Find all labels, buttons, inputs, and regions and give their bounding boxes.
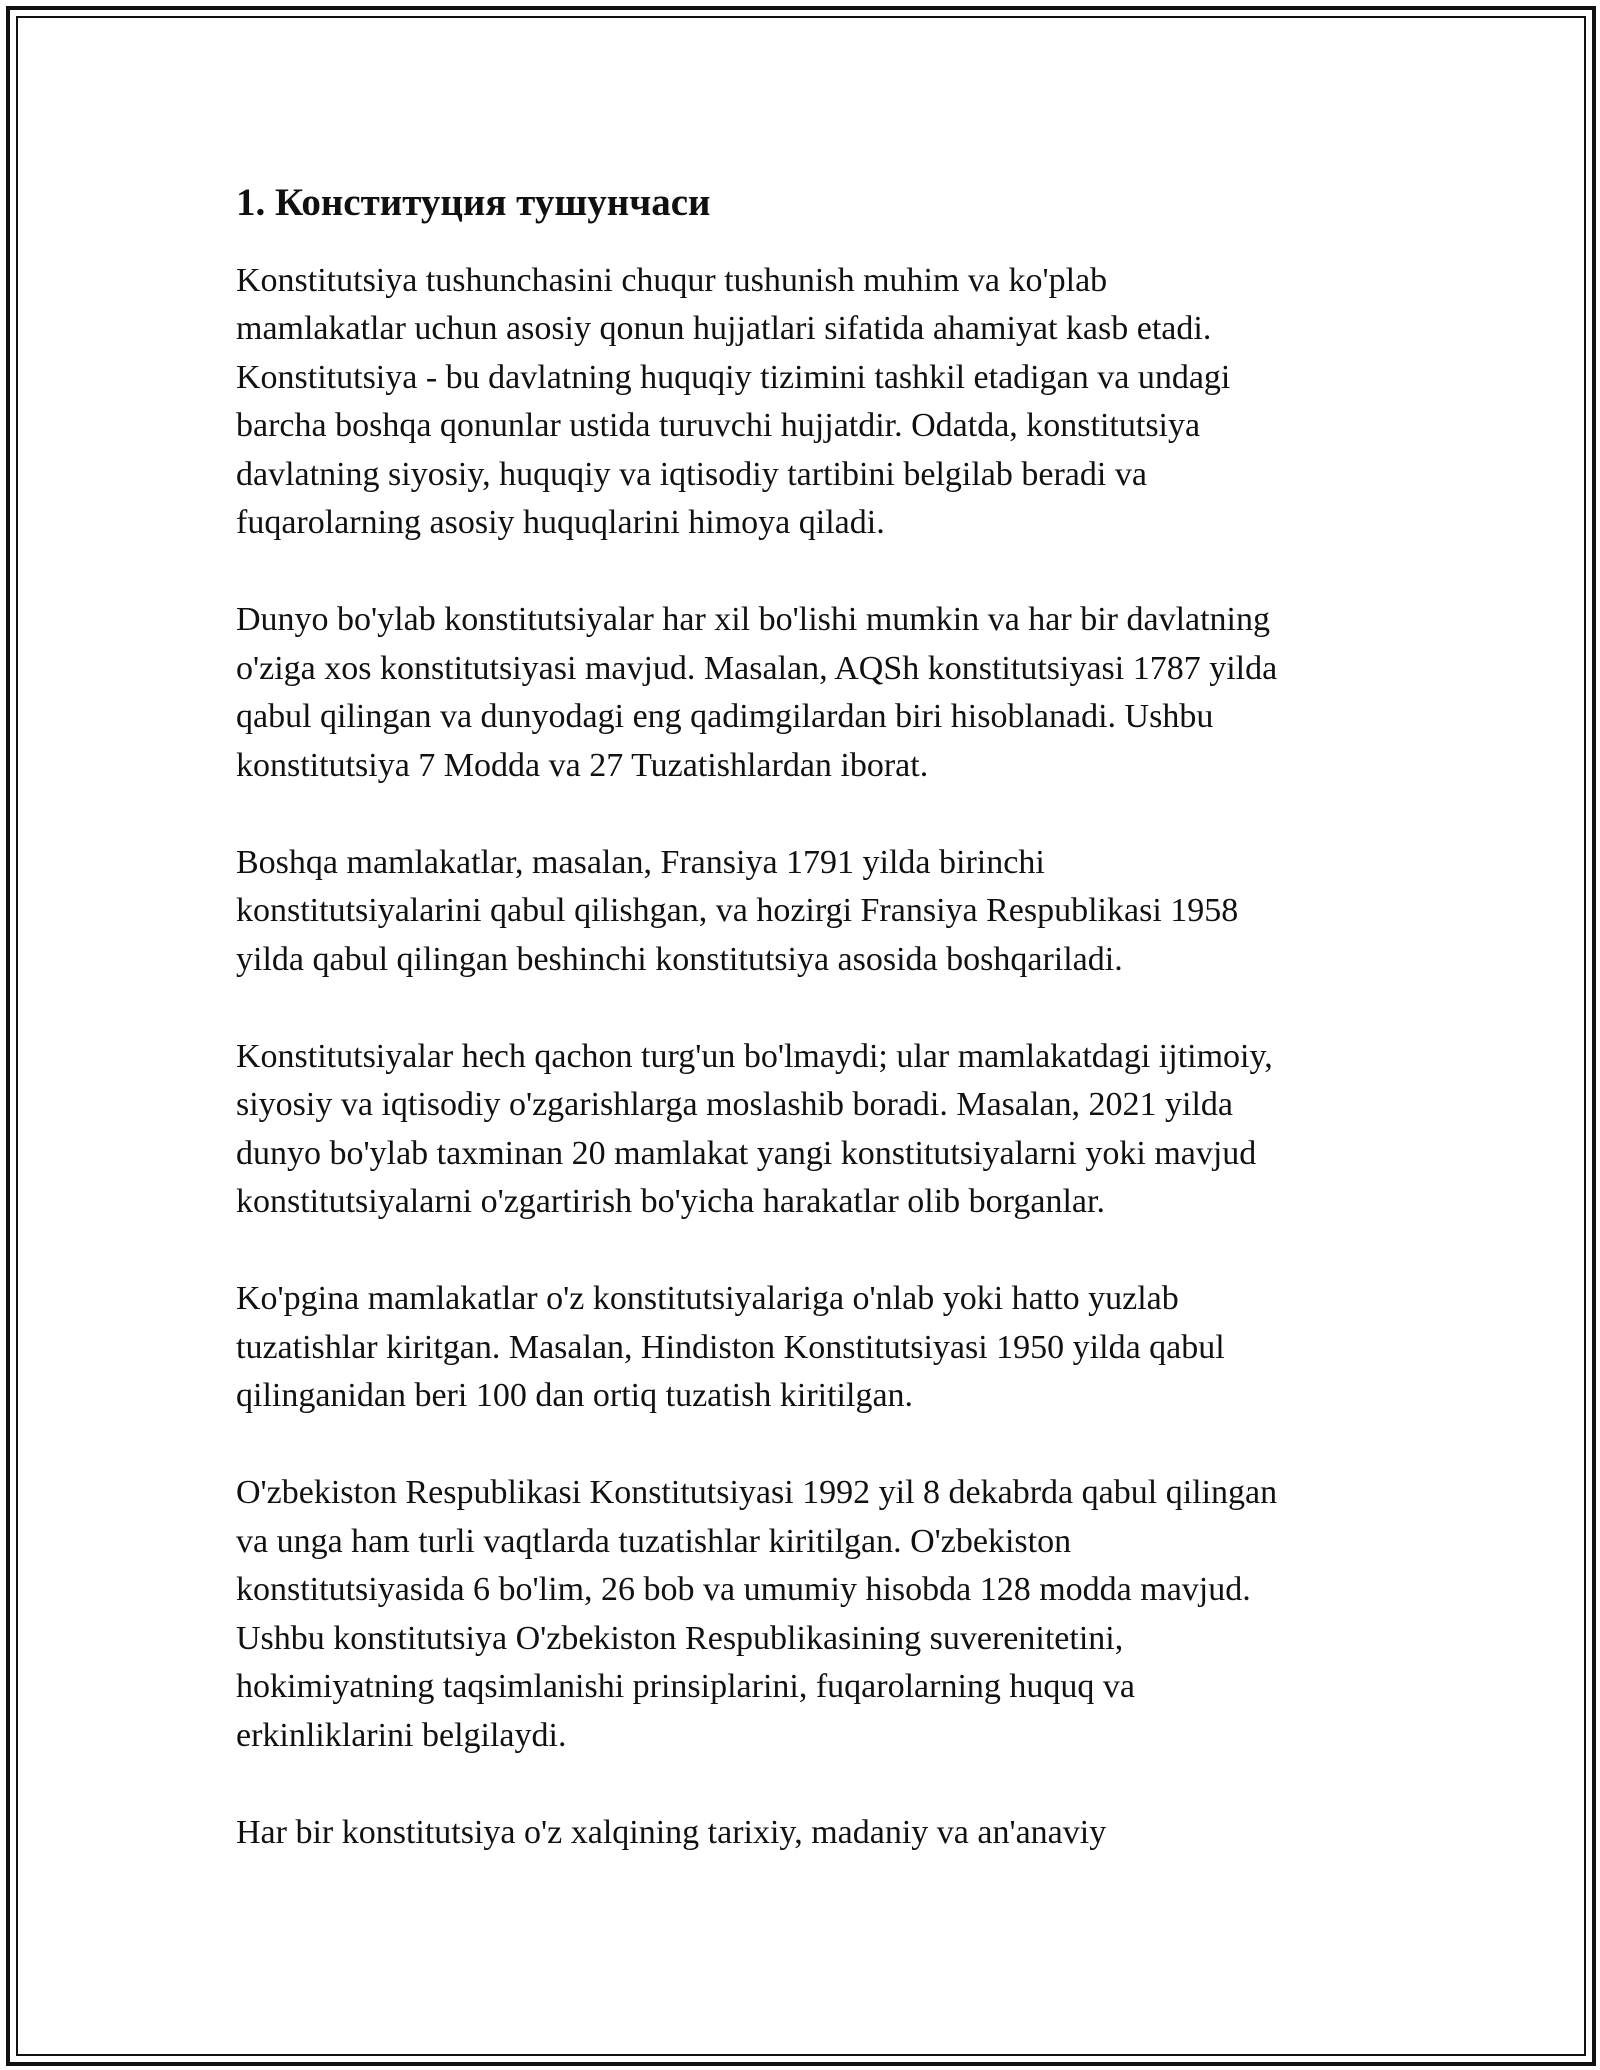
paragraph-line: Boshqa mamlakatlar, masalan, Fransiya 1791 yilda birinchi	[236, 843, 1045, 881]
paragraph	[236, 1809, 1396, 1858]
paragraph-line: konstitutsiyalarini qabul qilishgan, va hozirgi Fransiya Respublikasi 1958	[236, 892, 1239, 930]
paragraph-line: dunyo bo'ylab taxminan 20 mamlakat yangi konstitutsiyalarni yoki mavjud	[236, 1134, 1257, 1172]
paragraph-line: fuqarolarning asosiy huquqlarini himoya qiladi.	[236, 504, 885, 542]
paragraph-line: Dunyo bo'ylab konstitutsiyalar har xil bo'lishi mumkin va har bir davlatning	[236, 601, 1270, 639]
paragraph-line: barcha boshqa qonunlar ustida turuvchi hujjatdir. Odatda, konstitutsiya	[236, 407, 1201, 445]
paragraph-line: konstitutsiyalarni o'zgartirish bo'yicha harakatlar olib borganlar.	[236, 1183, 1105, 1221]
paragraph	[236, 1033, 1396, 1227]
paragraph-line: va unga ham turli vaqtlarda tuzatishlar kiritilgan. O'zbekiston	[236, 1522, 1072, 1560]
document-body	[236, 180, 1396, 1857]
paragraph-line: Konstitutsiya tushunchasini chuqur tushunish muhim va ko'plab	[236, 261, 1108, 299]
paragraph-line: O'zbekiston Respublikasi Konstitutsiyasi 1992 yil 8 dekabrda qabul qilingan	[236, 1474, 1278, 1512]
paragraph-line: hokimiyatning taqsimlanishi prinsiplarini, fuqarolarning huquq va	[236, 1668, 1135, 1706]
paragraph-line: yilda qabul qilingan beshinchi konstitutsiya asosida boshqariladi.	[236, 940, 1123, 978]
paragraph-list	[236, 257, 1396, 1858]
paragraph-line: Har bir konstitutsiya o'z xalqining tarixiy, madaniy va an'anaviy	[236, 1813, 1107, 1851]
paragraph	[236, 839, 1396, 985]
paragraph-line: Ko'pgina mamlakatlar o'z konstitutsiyalariga o'nlab yoki hatto yuzlab	[236, 1280, 1179, 1318]
section-heading: 1. Конституция тушунчаси	[236, 181, 711, 224]
paragraph-line: siyosiy va iqtisodiy o'zgarishlarga moslashib boradi. Masalan, 2021 yilda	[236, 1086, 1234, 1124]
paragraph-line: Ushbu konstitutsiya O'zbekiston Respublikasining suverenitetini,	[236, 1619, 1124, 1657]
paragraph-line: konstitutsiya 7 Modda va 27 Tuzatishlardan iborat.	[236, 746, 929, 784]
paragraph-line: konstitutsiyasida 6 bo'lim, 26 bob va umumiy hisobda 128 modda mavjud.	[236, 1571, 1251, 1609]
paragraph	[236, 596, 1396, 790]
paragraph-line: Konstitutsiya - bu davlatning huquqiy tizimini tashkil etadigan va undagi	[236, 358, 1231, 396]
paragraph	[236, 1469, 1396, 1760]
paragraph	[236, 1275, 1396, 1421]
paragraph-line: erkinliklarini belgilaydi.	[236, 1716, 567, 1754]
paragraph-line: mamlakatlar uchun asosiy qonun hujjatlari sifatida ahamiyat kasb etadi.	[236, 310, 1212, 348]
paragraph-line: qabul qilingan va dunyodagi eng qadimgilardan biri hisoblanadi. Ushbu	[236, 698, 1214, 736]
paragraph-line: davlatning siyosiy, huquqiy va iqtisodiy tartibini belgilab beradi va	[236, 455, 1147, 493]
paragraph-line: o'ziga xos konstitutsiyasi mavjud. Masalan, AQSh konstitutsiyasi 1787 yilda	[236, 649, 1278, 687]
paragraph-line: tuzatishlar kiritgan. Masalan, Hindiston Konstitutsiyasi 1950 yilda qabul	[236, 1328, 1225, 1366]
paragraph-line: Konstitutsiyalar hech qachon turg'un bo'lmaydi; ular mamlakatdagi ijtimoiy,	[236, 1037, 1273, 1075]
paragraph	[236, 257, 1396, 548]
paragraph-line: qilinganidan beri 100 dan ortiq tuzatish kiritilgan.	[236, 1377, 914, 1415]
